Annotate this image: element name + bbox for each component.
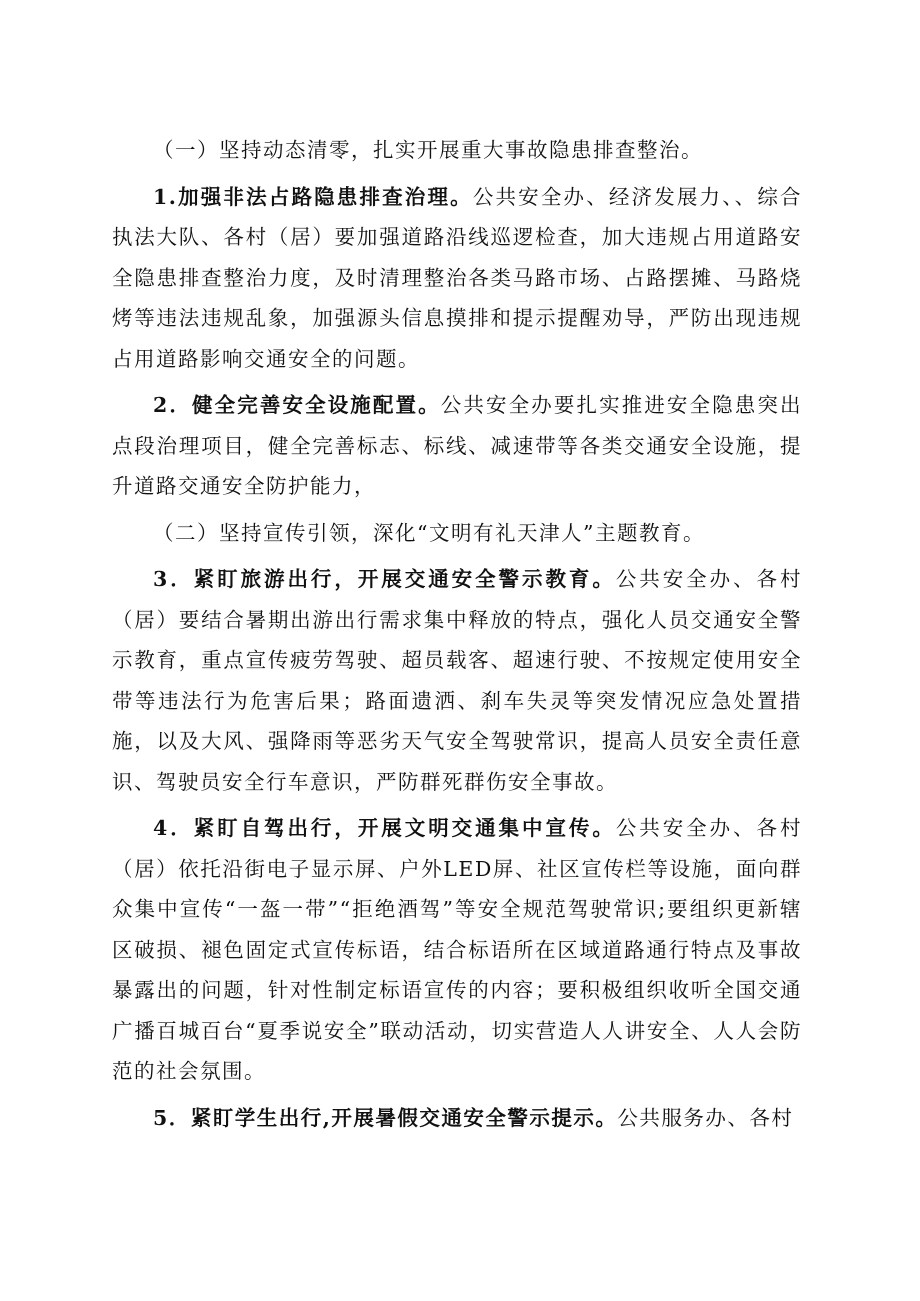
item3-lead: 3．紧盯旅游出行，开展交通安全警示教育。	[153, 567, 616, 591]
item1-body: 公共安全办、经济发展力、、综合执法大队、各村（居）要加强道路沿线巡逻检查，加大违规占用道路安全隐患排查整治力度，及时清理整治各类马路市场、占路摆摊、马路烧烤等违法违规乱象，加强源头信息摸排和提示提醒劝导，严防出现违规占用道路影响交通安全的问题。	[112, 184, 802, 371]
item2-paragraph	[112, 385, 802, 507]
item1-lead: 1.加强非法占路隐患排查治理。	[153, 184, 473, 209]
section1-heading: （一）坚持动态清零，扎实开展重大事故隐患排查整治。	[153, 138, 703, 162]
item4-paragraph	[112, 808, 802, 1092]
document-body	[112, 130, 802, 1138]
item5-paragraph	[112, 1098, 802, 1139]
item5-body: 公共服务办、各村	[617, 1105, 794, 1130]
item4-lead: 4．紧盯自驾出行，开展文明交通集中宣传。	[153, 816, 616, 840]
item1-paragraph	[112, 177, 802, 380]
section2-heading: （二）坚持宣传引领，深化“文明有礼天津人”主题教育。	[153, 520, 705, 545]
item2-lead: 2．健全完善安全设施配置。	[153, 393, 441, 417]
item3-paragraph	[112, 559, 802, 802]
item4-body: 公共安全办、各村（居）依托沿街电子显示屏、户外LED屏、社区宣传栏等设施，面向群众集中宣传“一盔一带”“拒绝酒驾”等安全规范驾驶常识;要组织更新辖区破损、褪色固定式宣传标语，结合标语所在区域道路通行特点及事故暴露出的问题，针对性制定标语宣传的内容；要积极组织收听全国交通广播百城百台“夏季说安全”联动活动，切实营造人人讲安全、人人会防范的社会氛围。	[112, 816, 802, 1083]
item2-body: 公共安全办要扎实推进安全隐患突出点段治理项目，健全完善标志、标线、减速带等各类交通安全设施，提升道路交通安全防护能力，	[112, 393, 802, 498]
item3-body: 公共安全办、各村（居）要结合暑期出游出行需求集中释放的特点，强化人员交通安全警示教育，重点宣传疲劳驾驶、超员载客、超速行驶、不按规定使用安全带等违法行为危害后果；路面遗洒、刹车失灵等突发情况应急处置措施，以及大风、强降雨等恶劣天气安全驾驶常识，提高人员安全责任意识、驾驶员安全行车意识，严防群死群伤安全事故。	[112, 567, 802, 794]
item5-lead: 5．紧盯学生出行,开展暑假交通安全警示提示。	[153, 1105, 618, 1130]
